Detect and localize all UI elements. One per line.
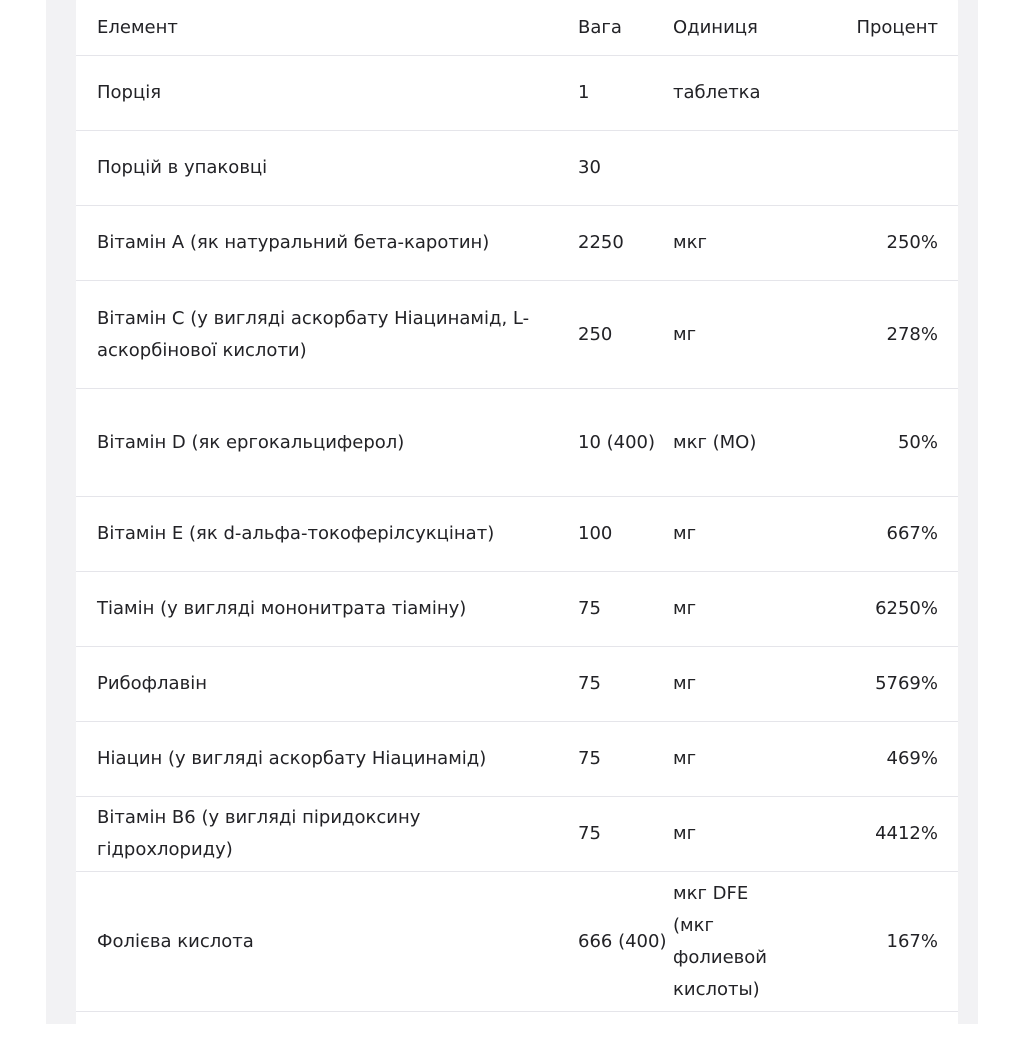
cell-percent: 50% <box>803 389 958 497</box>
cell-unit: таблетка <box>673 56 803 131</box>
cell-weight: 2250 <box>578 206 673 281</box>
table-header-row <box>76 0 958 56</box>
table-row <box>76 497 958 572</box>
cell-element: Вітамін D (як ергокальциферол) <box>76 389 578 497</box>
cell-element: Вітамін А (як натуральний бета-каротин) <box>76 206 578 281</box>
cell-unit: мг <box>673 497 803 572</box>
table-row <box>76 206 958 281</box>
cell-weight: 75 <box>578 722 673 797</box>
cell-percent: 667% <box>803 497 958 572</box>
cell-element: Порція <box>76 56 578 131</box>
cell-element: Вітамін С (у вигляді аскорбату Ніацинамід, L-аскорбінової кислоти) <box>76 281 578 389</box>
cell-percent: 4412% <box>803 797 958 872</box>
cell-percent: 6250% <box>803 572 958 647</box>
cell-unit: мг <box>673 572 803 647</box>
cell-percent: 250% <box>803 206 958 281</box>
cell-element: Вітамін Е (як d-альфа-токоферілсукцінат) <box>76 497 578 572</box>
cell-unit: мкг DFE (мкг фолиевой кислоты) <box>673 872 803 1012</box>
cell-weight: 30 <box>578 131 673 206</box>
cell-element: Рибофлавін <box>76 647 578 722</box>
cell-percent <box>803 131 958 206</box>
table-row <box>76 281 958 389</box>
cell-percent <box>803 56 958 131</box>
cell-weight: 75 <box>578 647 673 722</box>
cell-unit: мкг (МО) <box>673 389 803 497</box>
nutrition-table-card <box>76 0 958 1046</box>
cell-unit: мг <box>673 647 803 722</box>
cell-weight: 100 <box>578 497 673 572</box>
cell-percent: 5769% <box>803 647 958 722</box>
cell-element: Фолієва кислота <box>76 872 578 1012</box>
cell-weight: 75 <box>578 797 673 872</box>
cell-element: Вітамін В6 (у вигляді піридоксину гідрохлориду) <box>76 797 578 872</box>
header-element: Елемент <box>76 0 578 56</box>
cell-weight: 10 (400) <box>578 389 673 497</box>
cell-weight: 1 <box>578 56 673 131</box>
cell-percent: 469% <box>803 722 958 797</box>
cell-percent: 278% <box>803 281 958 389</box>
table-row <box>76 722 958 797</box>
cell-weight: 75 <box>578 572 673 647</box>
cell-unit <box>673 131 803 206</box>
cell-unit: мг <box>673 722 803 797</box>
header-unit: Одиниця <box>673 0 803 56</box>
cell-weight: 250 <box>578 281 673 389</box>
table-row <box>76 647 958 722</box>
cell-weight: 666 (400) <box>578 872 673 1012</box>
table-row <box>76 389 958 497</box>
header-weight: Вага <box>578 0 673 56</box>
cell-element: Тіамін (у вигляді мононитрата тіаміну) <box>76 572 578 647</box>
table-row <box>76 572 958 647</box>
table-row <box>76 56 958 131</box>
cell-element: Порцій в упаковці <box>76 131 578 206</box>
table-row <box>76 131 958 206</box>
header-percent: Процент <box>803 0 958 56</box>
cell-percent: 167% <box>803 872 958 1012</box>
nutrition-table <box>76 0 958 1012</box>
cell-element: Ніацин (у вигляді аскорбату Ніацинамід) <box>76 722 578 797</box>
cell-unit: мкг <box>673 206 803 281</box>
cell-unit: мг <box>673 281 803 389</box>
cell-unit: мг <box>673 797 803 872</box>
table-row <box>76 797 958 872</box>
table-row <box>76 872 958 1012</box>
